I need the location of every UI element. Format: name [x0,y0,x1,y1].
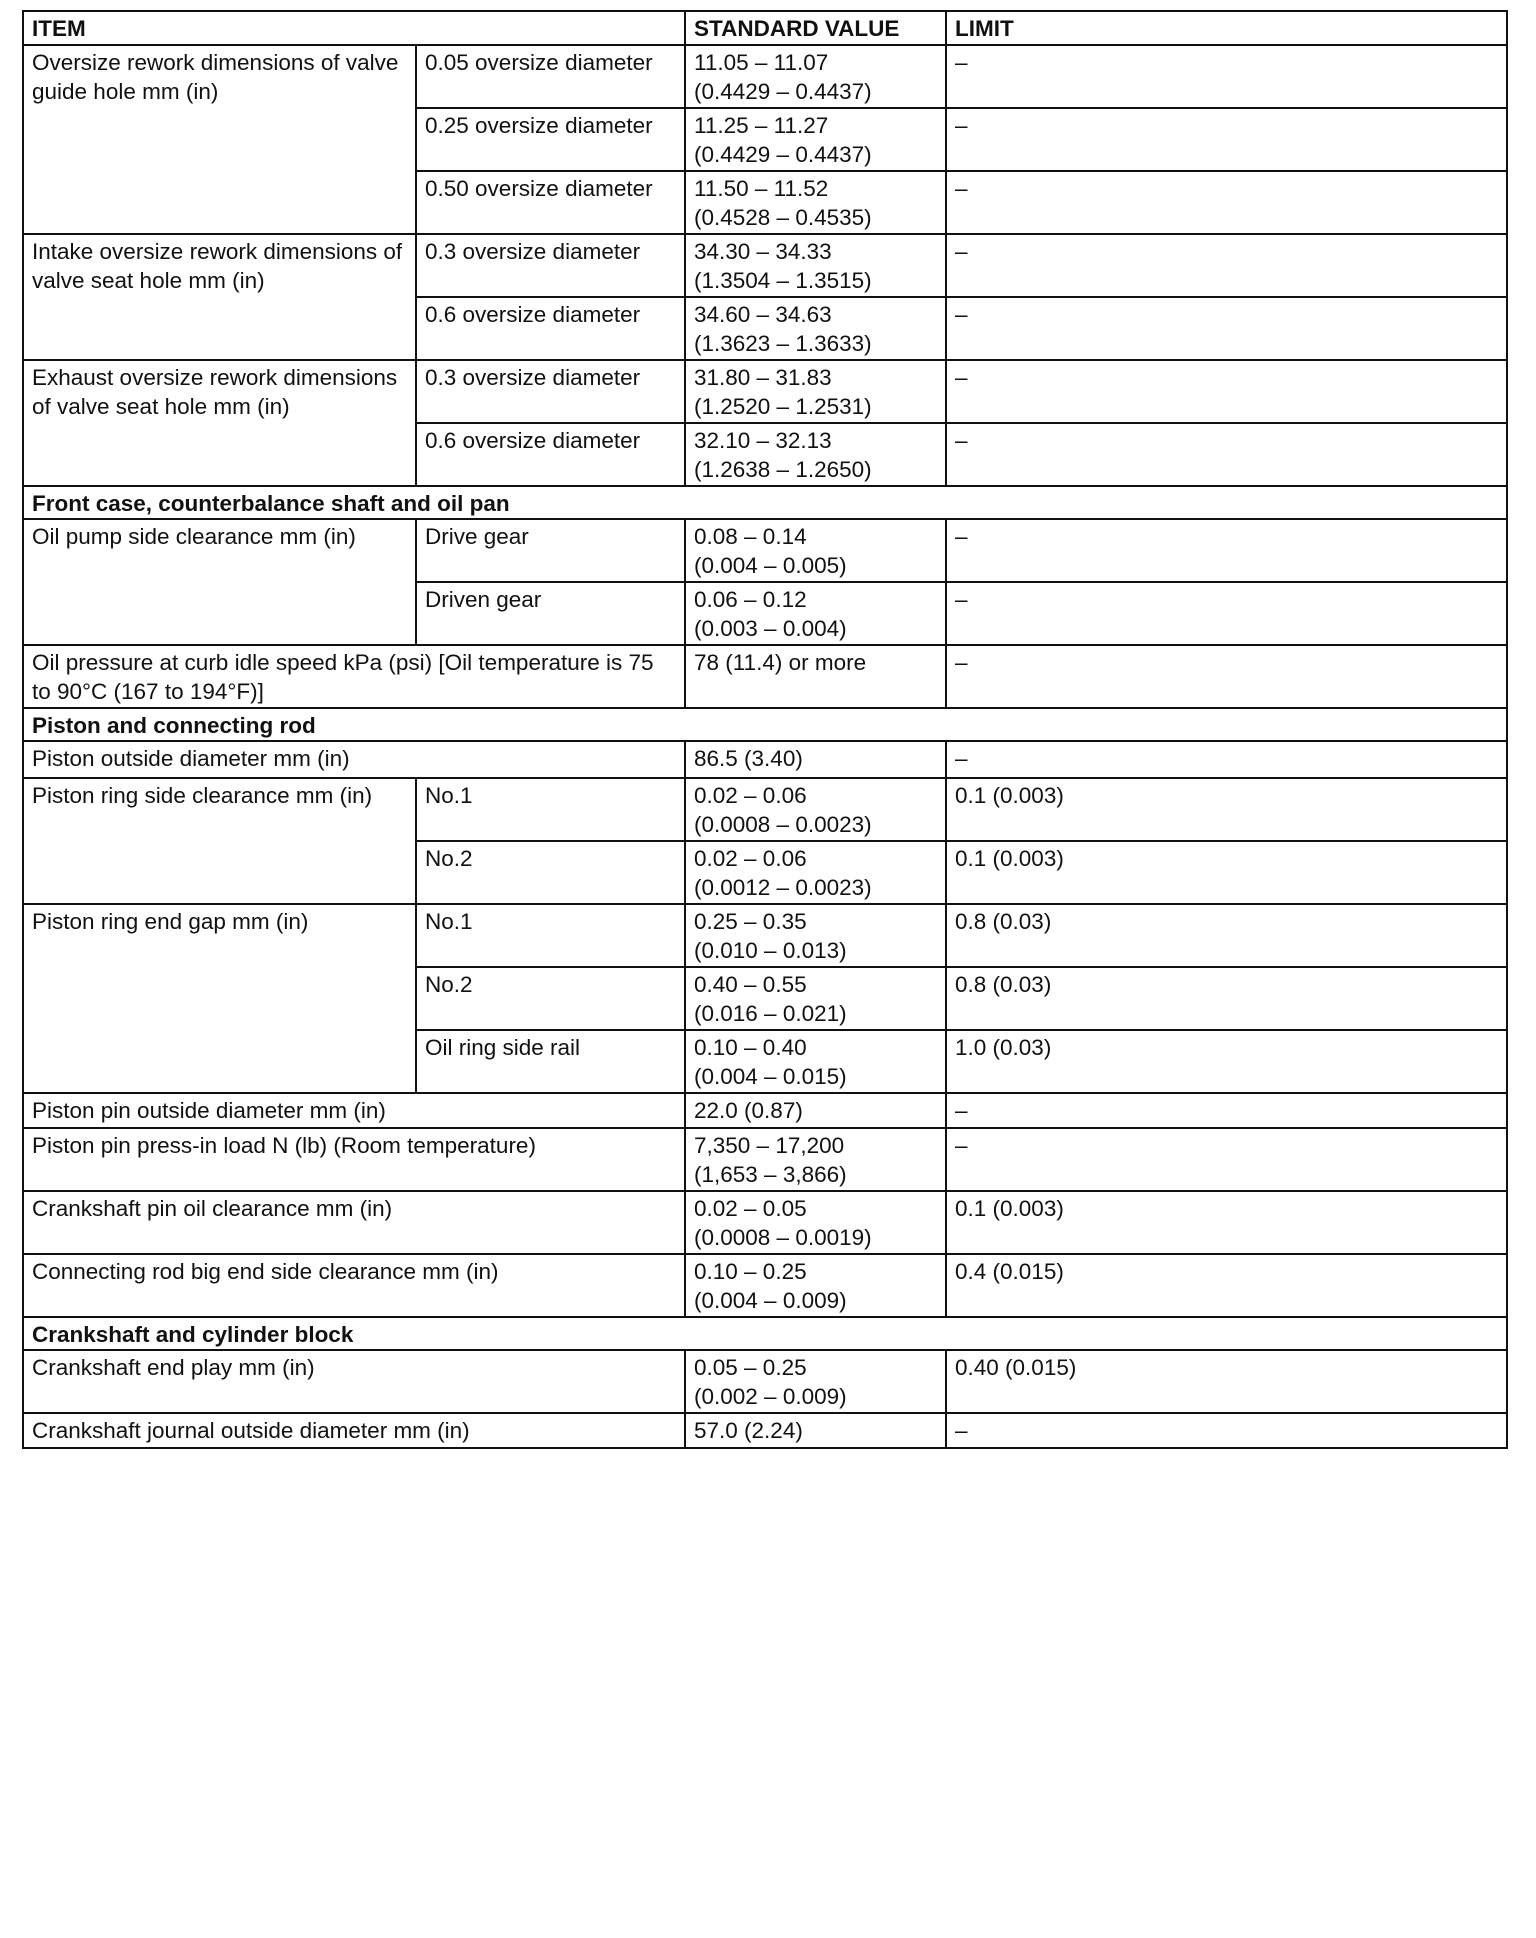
sub-item: Drive gear [416,519,685,582]
section-heading-front-case: Front case, counterbalance shaft and oil pan [23,486,1507,519]
sub-item: 0.05 oversize diameter [416,45,685,108]
limit-value: – [946,45,1507,108]
limit-value: – [946,423,1507,486]
limit-value: 1.0 (0.03) [946,1030,1507,1093]
sub-item: No.2 [416,967,685,1030]
standard-value: 0.10 – 0.25 (0.004 – 0.009) [685,1254,946,1317]
table-row [23,45,1507,108]
standard-value: 86.5 (3.40) [685,741,946,778]
item-label: Piston pin press-in load N (lb) (Room temperature) [23,1128,685,1191]
standard-value: 32.10 – 32.13 (1.2638 – 1.2650) [685,423,946,486]
standard-value: 0.08 – 0.14 (0.004 – 0.005) [685,519,946,582]
table-row [23,1191,1507,1254]
section-row [23,486,1507,519]
table-row [23,778,1507,841]
sub-item: 0.3 oversize diameter [416,360,685,423]
standard-value: 0.40 – 0.55 (0.016 – 0.021) [685,967,946,1030]
item-label: Crankshaft end play mm (in) [23,1350,685,1413]
item-label: Intake oversize rework dimensions of valve seat hole mm (in) [23,234,416,360]
limit-value: – [946,741,1507,778]
item-label: Piston outside diameter mm (in) [23,741,685,778]
item-label: Oil pump side clearance mm (in) [23,519,416,645]
table-row [23,234,1507,297]
table-row [23,1093,1507,1128]
standard-value: 0.02 – 0.06 (0.0008 – 0.0023) [685,778,946,841]
item-label: Crankshaft pin oil clearance mm (in) [23,1191,685,1254]
limit-value: – [946,519,1507,582]
standard-value: 11.50 – 11.52 (0.4528 – 0.4535) [685,171,946,234]
sub-item: No.1 [416,904,685,967]
limit-value: – [946,360,1507,423]
section-heading-piston: Piston and connecting rod [23,708,1507,741]
header-limit: LIMIT [946,11,1507,45]
limit-value: – [946,108,1507,171]
limit-value: – [946,645,1507,708]
item-label: Oil pressure at curb idle speed kPa (psi) [Oil temperature is 75 to 90°C (167 to 194°F)] [23,645,685,708]
item-label: Piston pin outside diameter mm (in) [23,1093,685,1128]
sub-item: 0.6 oversize diameter [416,297,685,360]
table-row [23,360,1507,423]
limit-value: – [946,171,1507,234]
standard-value: 0.02 – 0.06 (0.0012 – 0.0023) [685,841,946,904]
limit-value: – [946,234,1507,297]
section-heading-crankshaft: Crankshaft and cylinder block [23,1317,1507,1350]
standard-value: 11.05 – 11.07 (0.4429 – 0.4437) [685,45,946,108]
sub-item: No.1 [416,778,685,841]
table-row [23,904,1507,967]
sub-item: 0.25 oversize diameter [416,108,685,171]
limit-value: – [946,1093,1507,1128]
table-row [23,519,1507,582]
limit-value: 0.8 (0.03) [946,967,1507,1030]
section-row [23,1317,1507,1350]
standard-value: 22.0 (0.87) [685,1093,946,1128]
limit-value: – [946,1128,1507,1191]
item-label: Piston ring end gap mm (in) [23,904,416,1093]
item-label: Crankshaft journal outside diameter mm (in) [23,1413,685,1448]
standard-value: 0.10 – 0.40 (0.004 – 0.015) [685,1030,946,1093]
standard-value: 57.0 (2.24) [685,1413,946,1448]
standard-value: 34.60 – 34.63 (1.3623 – 1.3633) [685,297,946,360]
header-row [23,11,1507,45]
standard-value: 11.25 – 11.27 (0.4429 – 0.4437) [685,108,946,171]
standard-value: 0.25 – 0.35 (0.010 – 0.013) [685,904,946,967]
limit-value: 0.8 (0.03) [946,904,1507,967]
limit-value: – [946,582,1507,645]
section-row [23,708,1507,741]
limit-value: 0.40 (0.015) [946,1350,1507,1413]
table-row [23,1254,1507,1317]
standard-value: 0.02 – 0.05 (0.0008 – 0.0019) [685,1191,946,1254]
standard-value: 7,350 – 17,200 (1,653 – 3,866) [685,1128,946,1191]
table-row [23,1350,1507,1413]
standard-value: 0.06 – 0.12 (0.003 – 0.004) [685,582,946,645]
limit-value: 0.4 (0.015) [946,1254,1507,1317]
limit-value: – [946,1413,1507,1448]
standard-value: 31.80 – 31.83 (1.2520 – 1.2531) [685,360,946,423]
sub-item: Oil ring side rail [416,1030,685,1093]
standard-value: 0.05 – 0.25 (0.002 – 0.009) [685,1350,946,1413]
table-row [23,645,1507,708]
sub-item: 0.50 oversize diameter [416,171,685,234]
table-row [23,741,1507,778]
limit-value: 0.1 (0.003) [946,1191,1507,1254]
item-label: Connecting rod big end side clearance mm (in) [23,1254,685,1317]
sub-item: Driven gear [416,582,685,645]
header-standard-value: STANDARD VALUE [685,11,946,45]
item-label: Piston ring side clearance mm (in) [23,778,416,904]
table-row [23,1413,1507,1448]
standard-value: 78 (11.4) or more [685,645,946,708]
sub-item: 0.3 oversize diameter [416,234,685,297]
table-row [23,1128,1507,1191]
item-label: Oversize rework dimensions of valve guide hole mm (in) [23,45,416,234]
sub-item: 0.6 oversize diameter [416,423,685,486]
sub-item: No.2 [416,841,685,904]
limit-value: 0.1 (0.003) [946,841,1507,904]
limit-value: – [946,297,1507,360]
header-item: ITEM [23,11,685,45]
service-specifications-table [22,10,1508,1449]
limit-value: 0.1 (0.003) [946,778,1507,841]
item-label: Exhaust oversize rework dimensions of valve seat hole mm (in) [23,360,416,486]
standard-value: 34.30 – 34.33 (1.3504 – 1.3515) [685,234,946,297]
